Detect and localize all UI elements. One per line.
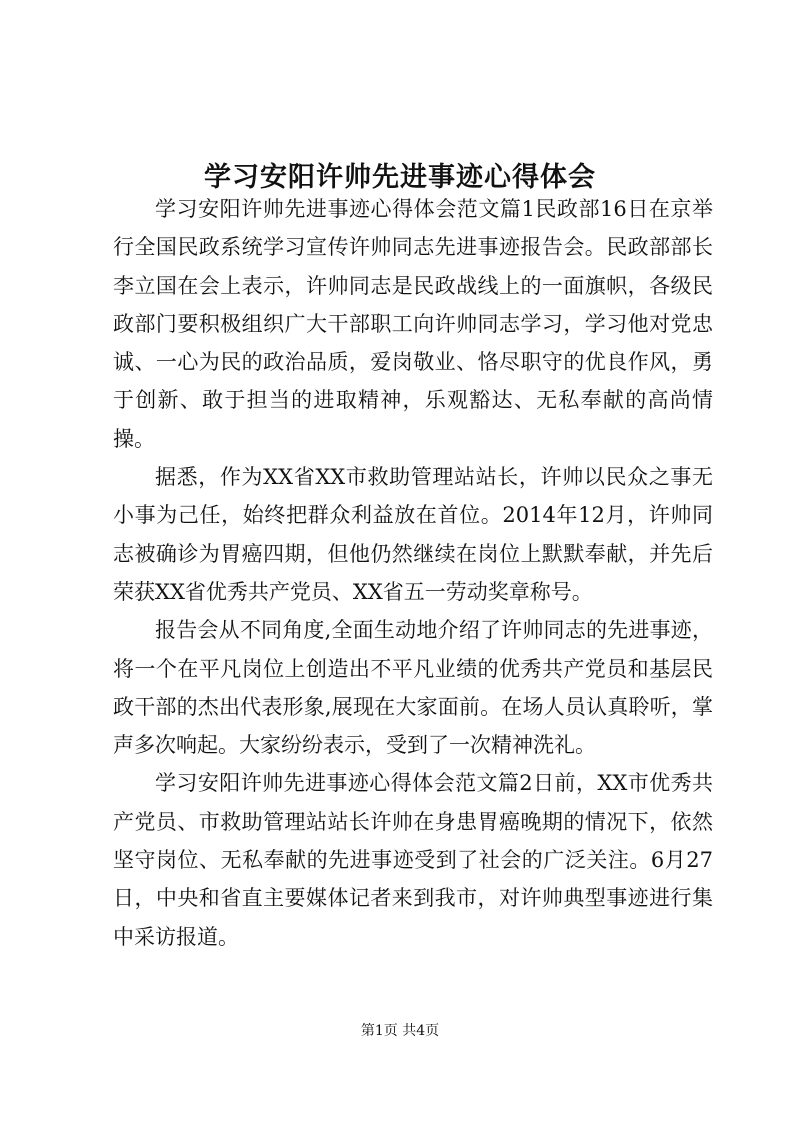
document-title: 学习安阳许帅先进事迹心得体会 [204, 162, 596, 194]
paragraph-2: 据悉，作为XX省XX市救助管理站站长，许帅以民众之事无小事为己任，始终把群众利益放在首位。2014年12月，许帅同志被确诊为胃癌四期，但他仍然继续在岗位上默默奉献，并先后荣获XX省优秀共产党员、XX省五一劳动奖章称号。 [113, 465, 713, 604]
paragraph-4: 学习安阳许帅先进事迹心得体会范文篇2日前，XX市优秀共产党员、市救助管理站站长许帅在身患胃癌晚期的情况下，依然坚守岗位、无私奉献的先进事迹受到了社会的广泛关注。6月27日，中央和省直主要媒体记者来到我市，对许帅典型事迹进行集中采访报道。 [113, 771, 713, 949]
paragraph-1: 学习安阳许帅先进事迹心得体会范文篇1民政部16日在京举行全国民政系统学习宣传许帅同志先进事迹报告会。民政部部长李立国在会上表示，许帅同志是民政战线上的一面旗帜，各级民政部门要积极组织广大干部职工向许帅同志学习，学习他对党忠诚、一心为民的政治品质，爱岗敬业、恪尽职守的优良作风，勇于创新、敢于担当的进取精神，乐观豁达、无私奉献的高尚情操。 [113, 197, 713, 451]
paragraph-3: 报告会从不同角度,全面生动地介绍了许帅同志的先进事迹，将一个在平凡岗位上创造出不平凡业绩的优秀共产党员和基层民政干部的杰出代表形象,展现在大家面前。在场人员认真聆听，掌声多次响起。大家纷纷表示，受到了一次精神洗礼。 [113, 618, 713, 758]
page-number-footer: 第1页 共4页 [360, 1023, 440, 1039]
document-body [113, 190, 713, 956]
